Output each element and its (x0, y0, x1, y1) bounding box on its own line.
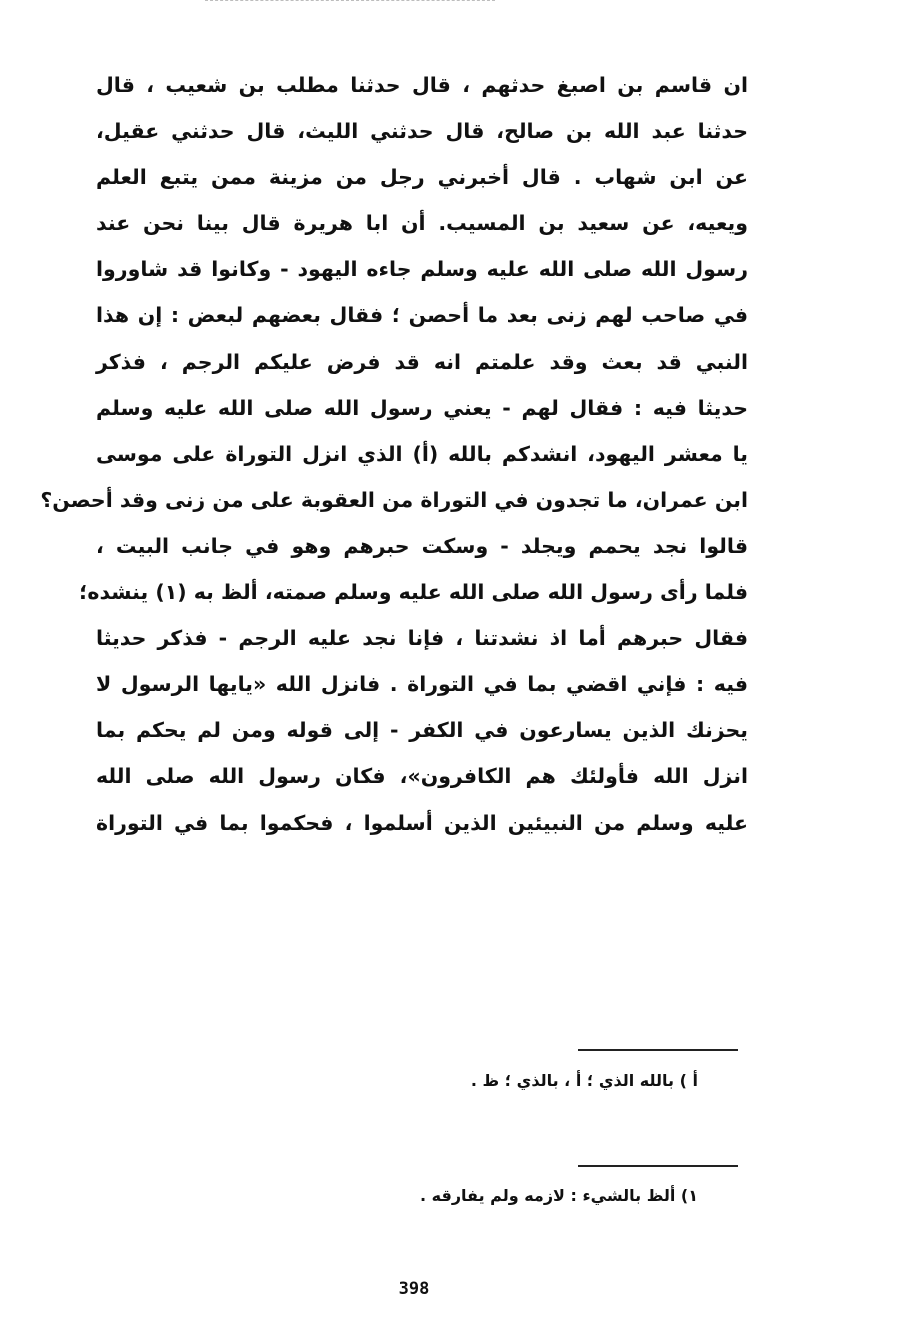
text-line: انزل الله فأولئك هم الكافرون»، فكان رسول الله صلى الله (96, 764, 748, 789)
footnote-separator (578, 1049, 738, 1051)
text-line: فيه : فإني اقضي بما في التوراة . فانزل الله «يايها الرسول لا (96, 672, 748, 697)
text-line: يحزنك الذين يسارعون في الكفر - إلى قوله ومن لم يحكم بما (96, 718, 748, 743)
text-line: يا معشر اليهود، انشدكم بالله (أ) الذي انزل التوراة على موسى (96, 441, 748, 466)
footnote-separator (578, 1165, 738, 1167)
text-line: النبي قد بعث وقد علمتم انه قد فرض عليكم الرجم ، فذكر (96, 349, 748, 374)
top-edge-rule (205, 0, 495, 3)
text-line: عن ابن شهاب . قال أخبرني رجل من مزينة ممن يتبع العلم (96, 165, 748, 190)
text-line: في صاحب لهم زنى بعد ما أحصن ؛ فقال بعضهم لبعض : إن هذا (96, 303, 748, 328)
text-line: فقال حبرهم أما اذ نشدتنا ، فإنا نجد عليه الرجم - فذكر حديثا (96, 626, 748, 651)
footnote-1: ١) ألظ بالشيء : لازمه ولم يفارقه . (420, 1186, 698, 1205)
text-line: حدثنا عبد الله بن صالح، قال حدثني الليث، قال حدثني عقيل، (96, 119, 748, 144)
text-line: حديثا فيه : فقال لهم - يعني رسول الله صلى الله عليه وسلم (96, 395, 748, 420)
text-line: فلما رأى رسول الله صلى الله عليه وسلم صمته، ألظ به (١) ينشده؛ (79, 580, 748, 605)
text-line: ويعيه، عن سعيد بن المسيب. أن ابا هريرة قال بينا نحن عند (96, 211, 748, 236)
main-text-block (40, 62, 748, 846)
text-line: رسول الله صلى الله عليه وسلم جاءه اليهود - وكانوا قد شاوروا (96, 257, 748, 282)
text-line: ابن عمران، ما تجدون في التوراة من العقوبة على من زنى وقد أحصن؟ (40, 487, 748, 512)
text-line: ان قاسم بن اصبغ حدثهم ، قال حدثنا مطلب بن شعيب ، قال (96, 73, 748, 97)
text-line: قالوا نجد يحمم ويجلد - وسكت حبرهم وهو في جانب البيت ، (96, 533, 748, 558)
page-number: 398 (398, 1279, 430, 1299)
footnote-a: أ ) بالله الذي ؛ أ ، بالذي ؛ ظ . (470, 1071, 698, 1090)
text-line: عليه وسلم من النبيئين الذين أسلموا ، فحكموا بما في التوراة (96, 810, 748, 835)
